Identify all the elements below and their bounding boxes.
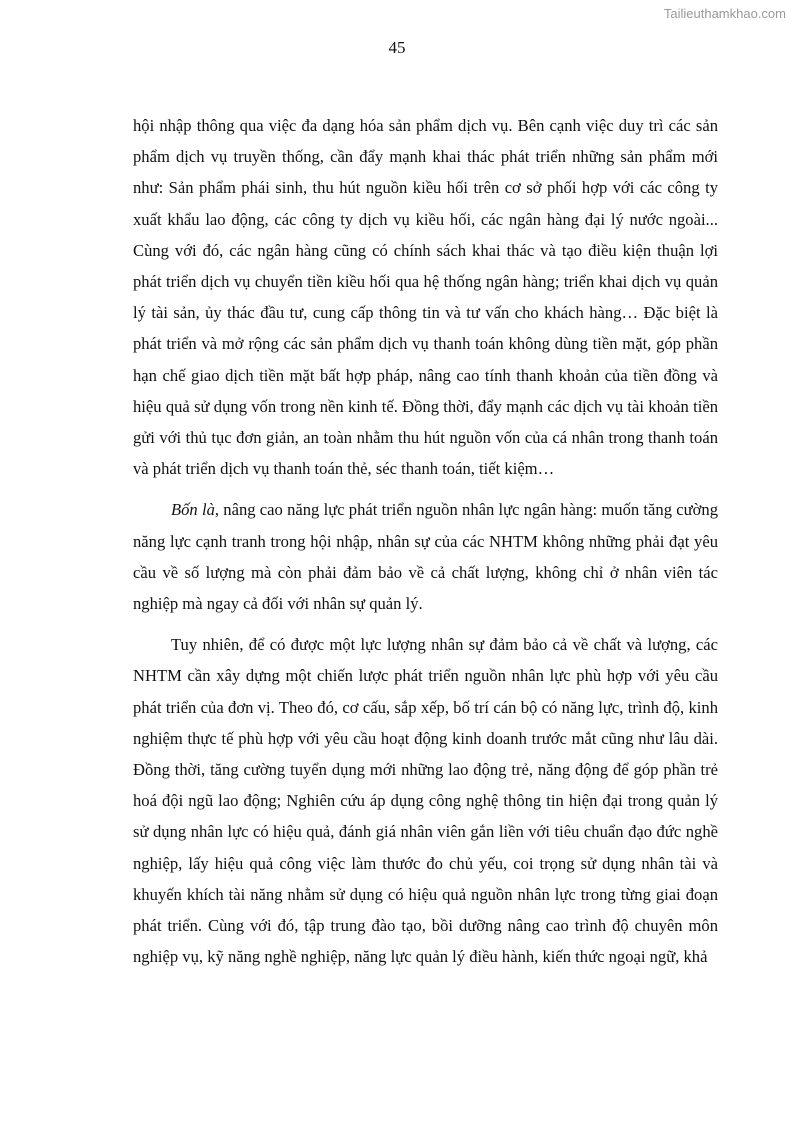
paragraph-text: hội nhập thông qua việc đa dạng hóa sản phẩm dịch vụ. Bên cạnh việc duy trì các sản phẩm dịch vụ truyền thống, cần đẩy mạnh khai thác phát triển những sản phẩm mới như: Sản phẩm phái sinh, thu hút nguồn kiều hối trên cơ sở phối hợp với các công ty xuất khẩu lao động, các công ty dịch vụ kiều hối, các ngân hàng đại lý nước ngoài... Cùng với đó, các ngân hàng cũng có chính sách khai thác và tạo điều kiện thuận lợi phát triển dịch vụ chuyển tiền kiều hối qua hệ thống ngân hàng; triển khai dịch vụ quản lý tài sản, ủy thác đầu tư, cung cấp thông tin và tư vấn cho khách hàng… Đặc biệt là phát triển và mở rộng các sản phẩm dịch vụ thanh toán không dùng tiền mặt, góp phần hạn chế giao dịch tiền mặt bất hợp pháp, nâng cao tính thanh khoản của tiền đồng và hiệu quả sử dụng vốn trong nền kinh tế. Đồng thời, đẩy mạnh các dịch vụ tài khoản tiền gửi với thủ tục đơn giản, an toàn nhằm thu hút nguồn vốn của cá nhân trong thanh toán và phát triển dịch vụ thanh toán thẻ, séc thanh toán, tiết kiệm…: [133, 116, 718, 479]
body-text: [133, 110, 718, 982]
paragraph-text: Tuy nhiên, để có được một lực lượng nhân sự đảm bảo cả về chất và lượng, các NHTM cần xây dựng một chiến lược phát triển nguồn nhân lực phù hợp với yêu cầu phát triển của đơn vị. Theo đó, cơ cấu, sắp xếp, bố trí cán bộ có năng lực, trình độ, kinh nghiệm thực tế phù hợp với yêu cầu hoạt động kinh doanh trước mắt cũng như lâu dài. Đồng thời, tăng cường tuyển dụng mới những lao động trẻ, năng động để góp phần trẻ hoá đội ngũ lao động; Nghiên cứu áp dụng công nghệ thông tin hiện đại trong quản lý sử dụng nhân lực có hiệu quả, đánh giá nhân viên gắn liền với tiêu chuẩn đạo đức nghề nghiệp, lấy hiệu quả công việc làm thước đo chủ yếu, coi trọng sử dụng nhân tài và khuyến khích tài năng nhằm sử dụng có hiệu quả nguồn nhân lực trong từng giai đoạn phát triển. Cùng với đó, tập trung đào tạo, bồi dưỡng nâng cao trình độ chuyên môn nghiệp vụ, kỹ năng nghề nghiệp, năng lực quản lý điều hành, kiến thức ngoại ngữ, khả: [133, 635, 718, 967]
paragraph-1: [133, 110, 718, 484]
watermark: Tailieuthamkhao.com: [663, 6, 786, 21]
paragraph-lead-italic: Bốn là: [171, 500, 215, 520]
paragraph-text: , nâng cao năng lực phát triển nguồn nhân lực ngân hàng: muốn tăng cường năng lực cạnh tranh trong hội nhập, nhân sự của các NHTM không những phải đạt yêu cầu về số lượng mà còn phải đảm bảo về cả chất lượng, không chỉ ở nhân viên tác nghiệp mà ngay cả đối với nhân sự quản lý.: [133, 500, 718, 614]
page-number: 45: [388, 38, 406, 57]
paragraph-3: [133, 629, 718, 972]
paragraph-2: [133, 494, 718, 619]
